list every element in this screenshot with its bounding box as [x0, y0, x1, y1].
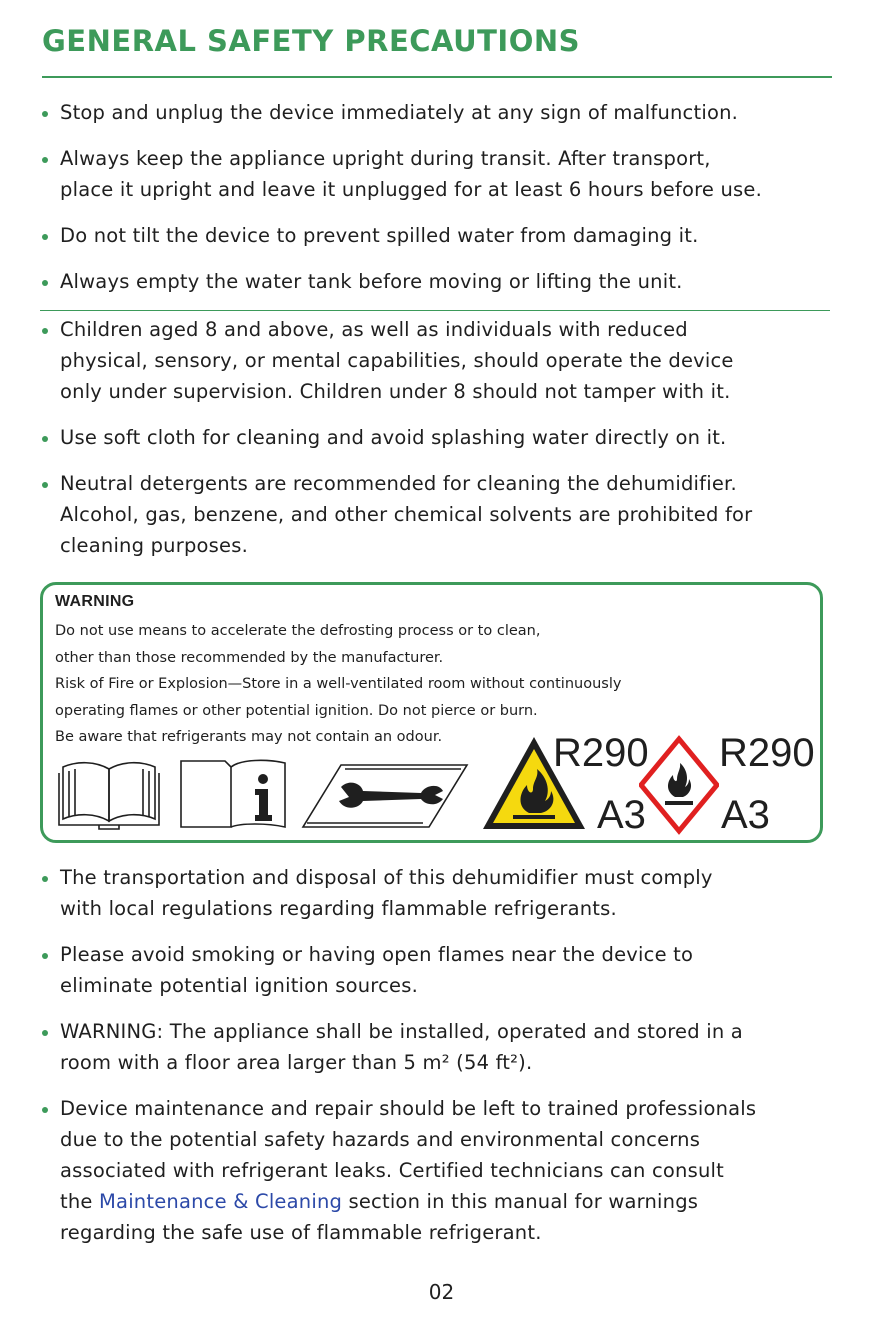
section-divider: [40, 310, 830, 311]
list-item: [40, 862, 840, 924]
class-label-right: A3: [721, 793, 770, 837]
precautions-list-top: [40, 97, 840, 312]
warning-box: [40, 582, 823, 843]
title-divider: [42, 76, 832, 78]
item-line: Please avoid smoking or having open flames near the device to: [60, 943, 694, 966]
precautions-list-bottom: [40, 862, 840, 1263]
list-item: [40, 220, 840, 251]
item-line: regarding the safe use of flammable refrigerant.: [60, 1221, 542, 1244]
list-item: [40, 422, 840, 453]
item-line: Always keep the appliance upright during transit. After transport,: [60, 147, 711, 170]
item-line: Device maintenance and repair should be left to trained professionals: [60, 1097, 757, 1120]
bullet-dot: [42, 280, 48, 286]
bullet-dot: [42, 111, 48, 117]
list-item: [40, 468, 840, 561]
item-line: eliminate potential ignition sources.: [60, 974, 418, 997]
item-line-suffix: section in this manual for warnings: [342, 1190, 699, 1213]
bullet-dot: [42, 328, 48, 334]
page-number: 02: [428, 1280, 455, 1304]
item-line: physical, sensory, or mental capabilities, should operate the device: [60, 349, 734, 372]
list-item: [40, 1016, 840, 1078]
item-line: The transportation and disposal of this dehumidifier must comply: [60, 866, 713, 889]
list-item: [40, 939, 840, 1001]
list-item: [40, 314, 840, 407]
page-title: GENERAL SAFETY PRECAUTIONS: [42, 24, 581, 58]
warning-line: operating flames or other potential ignition. Do not pierce or burn.: [55, 702, 538, 719]
bullet-dot: [42, 876, 48, 882]
bullet-dot: [42, 436, 48, 442]
item-line: WARNING: The appliance shall be installed, operated and stored in a: [60, 1020, 743, 1043]
bullet-dot: [42, 157, 48, 163]
warning-line: Do not use means to accelerate the defrosting process or to clean,: [55, 623, 541, 639]
list-item: [40, 97, 840, 128]
warning-line: other than those recommended by the manufacturer.: [55, 649, 444, 666]
precautions-list-mid: [40, 314, 840, 576]
class-label-left: A3: [597, 793, 646, 837]
read-manual-icon: [55, 755, 163, 831]
item-line: Alcohol, gas, benzene, and other chemical solvents are prohibited for: [60, 503, 753, 526]
list-item: [40, 1093, 840, 1248]
item-line: associated with refrigerant leaks. Certified technicians can consult: [60, 1159, 724, 1182]
refrigerant-label-right: R290: [719, 731, 815, 775]
warning-text: [55, 618, 621, 751]
info-manual-icon: [177, 757, 289, 831]
warning-heading: WARNING: [55, 593, 135, 610]
item-line: only under supervision. Children under 8 should not tamper with it.: [60, 380, 731, 403]
item-line: due to the potential safety hazards and environmental concerns: [60, 1128, 701, 1151]
item-line-prefix: the: [60, 1190, 100, 1213]
warning-line: Be aware that refrigerants may not contain an odour.: [55, 729, 443, 745]
service-manual-icon: [301, 757, 471, 833]
item-line: cleaning purposes.: [60, 534, 248, 557]
refrigerant-label-left: R290: [553, 731, 649, 775]
ghs-flammable-icon: [639, 735, 719, 835]
bullet-dot: [42, 1107, 48, 1113]
list-item: [40, 143, 840, 205]
item-line: Use soft cloth for cleaning and avoid splashing water directly on it.: [60, 426, 727, 449]
bullet-dot: [42, 234, 48, 240]
item-line: Do not tilt the device to prevent spilled water from damaging it.: [60, 224, 699, 247]
item-line: Stop and unplug the device immediately at any sign of malfunction.: [60, 101, 739, 124]
warning-line: Risk of Fire or Explosion—Store in a well-ventilated room without continuously: [55, 676, 622, 692]
item-line: Children aged 8 and above, as well as individuals with reduced: [60, 318, 688, 341]
item-line: with local regulations regarding flammable refrigerants.: [60, 897, 617, 920]
item-line: room with a floor area larger than 5 m² (54 ft²).: [60, 1051, 533, 1074]
list-item: [40, 266, 840, 297]
bullet-dot: [42, 1030, 48, 1036]
bullet-dot: [42, 482, 48, 488]
item-line: place it upright and leave it unplugged for at least 6 hours before use.: [60, 178, 762, 201]
maintenance-cleaning-link[interactable]: Maintenance & Cleaning: [99, 1190, 343, 1213]
bullet-dot: [42, 953, 48, 959]
item-line: Always empty the water tank before moving or lifting the unit.: [60, 270, 683, 293]
item-line: Neutral detergents are recommended for cleaning the dehumidifier.: [60, 472, 737, 495]
